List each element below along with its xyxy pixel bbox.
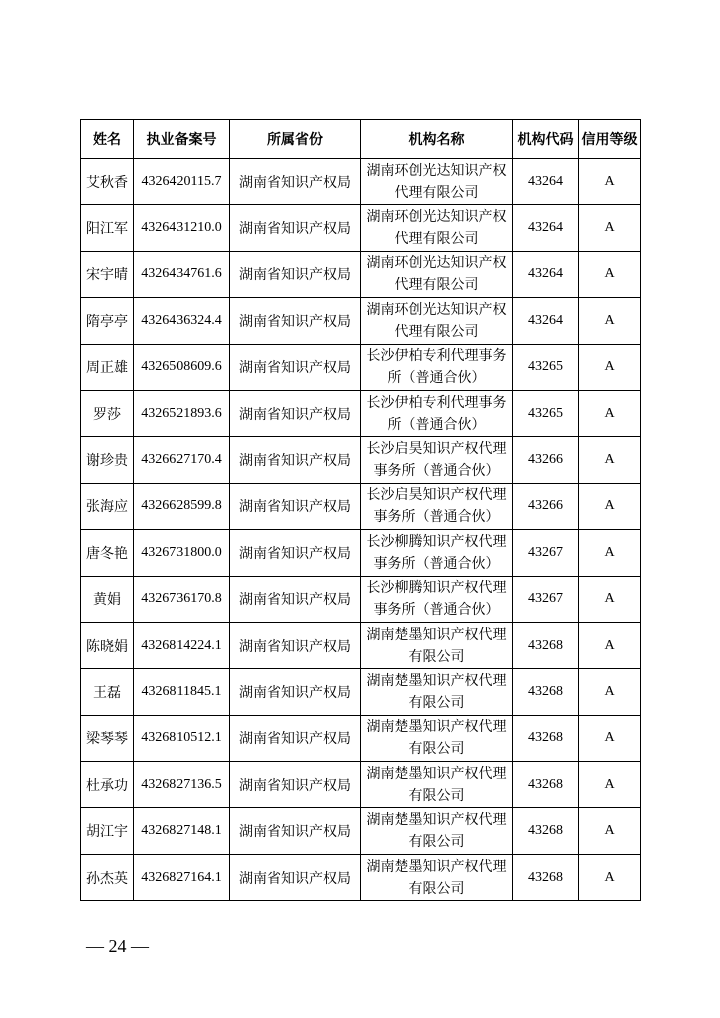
cell-credit-grade: A	[579, 344, 641, 390]
cell-name: 艾秋香	[81, 159, 134, 205]
cell-filing-number: 4326827148.1	[134, 808, 230, 854]
organization-line: 事务所（普通合伙）	[373, 463, 500, 480]
cell-province: 湖南省知识产权局	[230, 854, 361, 900]
cell-organization	[361, 669, 513, 715]
cell-name: 周正雄	[81, 344, 134, 390]
cell-credit-grade: A	[579, 251, 641, 297]
organization-line: 湖南环创光达知识产权	[366, 209, 507, 226]
table-row	[81, 762, 641, 808]
organization-line: 事务所（普通合伙）	[373, 509, 500, 526]
cell-name: 黄娟	[81, 576, 134, 622]
organization-line: 事务所（普通合伙）	[373, 602, 500, 619]
cell-filing-number: 4326508609.6	[134, 344, 230, 390]
cell-province: 湖南省知识产权局	[230, 159, 361, 205]
organization-line: 所（普通合伙）	[387, 416, 486, 433]
cell-filing-number: 4326434761.6	[134, 251, 230, 297]
table-row	[81, 483, 641, 529]
cell-organization	[361, 483, 513, 529]
cell-province: 湖南省知识产权局	[230, 530, 361, 576]
organization-line: 湖南楚墨知识产权代理	[366, 626, 507, 643]
organization-line: 长沙启昊知识产权代理	[366, 441, 507, 458]
cell-name: 王磊	[81, 669, 134, 715]
organization-line: 湖南楚墨知识产权代理	[366, 765, 507, 782]
cell-org-code: 43264	[513, 159, 579, 205]
cell-org-code: 43266	[513, 437, 579, 483]
cell-credit-grade: A	[579, 854, 641, 900]
organization-line: 代理有限公司	[394, 231, 479, 248]
cell-province: 湖南省知识产权局	[230, 715, 361, 761]
table-row	[81, 205, 641, 251]
header-province: 所属省份	[230, 120, 361, 159]
cell-filing-number: 4326436324.4	[134, 298, 230, 344]
organization-line: 长沙柳腾知识产权代理	[366, 580, 507, 597]
organization-line: 湖南楚墨知识产权代理	[366, 672, 507, 689]
agent-credit-table	[80, 119, 641, 901]
cell-filing-number: 4326810512.1	[134, 715, 230, 761]
organization-line: 代理有限公司	[394, 184, 479, 201]
organization-line: 有限公司	[408, 787, 465, 804]
cell-province: 湖南省知识产权局	[230, 390, 361, 436]
cell-name: 罗莎	[81, 390, 134, 436]
cell-org-code: 43267	[513, 530, 579, 576]
cell-name: 梁琴琴	[81, 715, 134, 761]
cell-credit-grade: A	[579, 390, 641, 436]
cell-name: 隋亭亭	[81, 298, 134, 344]
cell-province: 湖南省知识产权局	[230, 344, 361, 390]
organization-line: 有限公司	[408, 648, 465, 665]
cell-organization	[361, 251, 513, 297]
cell-organization	[361, 159, 513, 205]
table-header-row	[81, 120, 641, 159]
cell-province: 湖南省知识产权局	[230, 808, 361, 854]
cell-name: 阳江军	[81, 205, 134, 251]
page-number: — 24 —	[86, 936, 149, 956]
table-row	[81, 576, 641, 622]
organization-line: 事务所（普通合伙）	[373, 555, 500, 572]
organization-line: 湖南环创光达知识产权	[366, 301, 507, 318]
organization-line: 湖南环创光达知识产权	[366, 255, 507, 272]
cell-org-code: 43266	[513, 483, 579, 529]
table-row	[81, 715, 641, 761]
cell-filing-number: 4326521893.6	[134, 390, 230, 436]
table-row	[81, 437, 641, 483]
cell-filing-number: 4326731800.0	[134, 530, 230, 576]
organization-line: 长沙伊柏专利代理事务	[366, 348, 507, 365]
organization-line: 代理有限公司	[394, 277, 479, 294]
header-organization: 机构名称	[361, 120, 513, 159]
cell-name: 胡江宇	[81, 808, 134, 854]
cell-credit-grade: A	[579, 715, 641, 761]
table-row	[81, 344, 641, 390]
cell-organization	[361, 530, 513, 576]
cell-organization	[361, 808, 513, 854]
table-row	[81, 159, 641, 205]
cell-organization	[361, 715, 513, 761]
cell-credit-grade: A	[579, 205, 641, 251]
cell-credit-grade: A	[579, 808, 641, 854]
table-row	[81, 530, 641, 576]
cell-name: 谢珍贵	[81, 437, 134, 483]
cell-org-code: 43268	[513, 762, 579, 808]
cell-credit-grade: A	[579, 530, 641, 576]
cell-filing-number: 4326827164.1	[134, 854, 230, 900]
cell-province: 湖南省知识产权局	[230, 762, 361, 808]
organization-line: 有限公司	[408, 834, 465, 851]
cell-filing-number: 4326814224.1	[134, 622, 230, 668]
organization-line: 湖南楚墨知识产权代理	[366, 719, 507, 736]
cell-province: 湖南省知识产权局	[230, 622, 361, 668]
cell-organization	[361, 762, 513, 808]
cell-filing-number: 4326628599.8	[134, 483, 230, 529]
organization-line: 有限公司	[408, 694, 465, 711]
cell-organization	[361, 854, 513, 900]
cell-name: 宋宇晴	[81, 251, 134, 297]
cell-organization	[361, 344, 513, 390]
table-row	[81, 622, 641, 668]
cell-filing-number: 4326420115.7	[134, 159, 230, 205]
cell-province: 湖南省知识产权局	[230, 437, 361, 483]
organization-line: 有限公司	[408, 741, 465, 758]
cell-name: 孙杰英	[81, 854, 134, 900]
table-row	[81, 808, 641, 854]
cell-org-code: 43265	[513, 390, 579, 436]
cell-organization	[361, 437, 513, 483]
cell-organization	[361, 298, 513, 344]
cell-org-code: 43268	[513, 622, 579, 668]
cell-org-code: 43268	[513, 715, 579, 761]
cell-organization	[361, 576, 513, 622]
cell-name: 陈晓娟	[81, 622, 134, 668]
cell-credit-grade: A	[579, 483, 641, 529]
cell-org-code: 43268	[513, 808, 579, 854]
cell-filing-number: 4326811845.1	[134, 669, 230, 715]
cell-province: 湖南省知识产权局	[230, 251, 361, 297]
cell-province: 湖南省知识产权局	[230, 576, 361, 622]
table-row	[81, 390, 641, 436]
organization-line: 湖南楚墨知识产权代理	[366, 858, 507, 875]
cell-credit-grade: A	[579, 622, 641, 668]
cell-org-code: 43267	[513, 576, 579, 622]
organization-line: 长沙启昊知识产权代理	[366, 487, 507, 504]
cell-credit-grade: A	[579, 669, 641, 715]
cell-name: 张海应	[81, 483, 134, 529]
cell-credit-grade: A	[579, 159, 641, 205]
table-row	[81, 669, 641, 715]
cell-name: 杜承功	[81, 762, 134, 808]
cell-province: 湖南省知识产权局	[230, 298, 361, 344]
cell-org-code: 43265	[513, 344, 579, 390]
header-org-code: 机构代码	[513, 120, 579, 159]
table-row	[81, 251, 641, 297]
cell-credit-grade: A	[579, 762, 641, 808]
cell-filing-number: 4326627170.4	[134, 437, 230, 483]
organization-line: 湖南环创光达知识产权	[366, 162, 507, 179]
cell-filing-number: 4326431210.0	[134, 205, 230, 251]
cell-credit-grade: A	[579, 576, 641, 622]
cell-organization	[361, 622, 513, 668]
table-row	[81, 854, 641, 900]
cell-org-code: 43268	[513, 669, 579, 715]
cell-organization	[361, 205, 513, 251]
cell-credit-grade: A	[579, 298, 641, 344]
cell-org-code: 43264	[513, 205, 579, 251]
cell-filing-number: 4326827136.5	[134, 762, 230, 808]
cell-organization	[361, 390, 513, 436]
cell-name: 唐冬艳	[81, 530, 134, 576]
table-row	[81, 298, 641, 344]
header-name: 姓名	[81, 120, 134, 159]
cell-province: 湖南省知识产权局	[230, 669, 361, 715]
cell-province: 湖南省知识产权局	[230, 205, 361, 251]
cell-filing-number: 4326736170.8	[134, 576, 230, 622]
header-credit-grade: 信用等级	[579, 120, 641, 159]
organization-line: 所（普通合伙）	[387, 370, 486, 387]
cell-province: 湖南省知识产权局	[230, 483, 361, 529]
cell-org-code: 43268	[513, 854, 579, 900]
organization-line: 代理有限公司	[394, 323, 479, 340]
organization-line: 长沙伊柏专利代理事务	[366, 394, 507, 411]
cell-org-code: 43264	[513, 298, 579, 344]
cell-credit-grade: A	[579, 437, 641, 483]
organization-line: 有限公司	[408, 880, 465, 897]
cell-org-code: 43264	[513, 251, 579, 297]
header-filing-number: 执业备案号	[134, 120, 230, 159]
organization-line: 长沙柳腾知识产权代理	[366, 533, 507, 550]
organization-line: 湖南楚墨知识产权代理	[366, 812, 507, 829]
